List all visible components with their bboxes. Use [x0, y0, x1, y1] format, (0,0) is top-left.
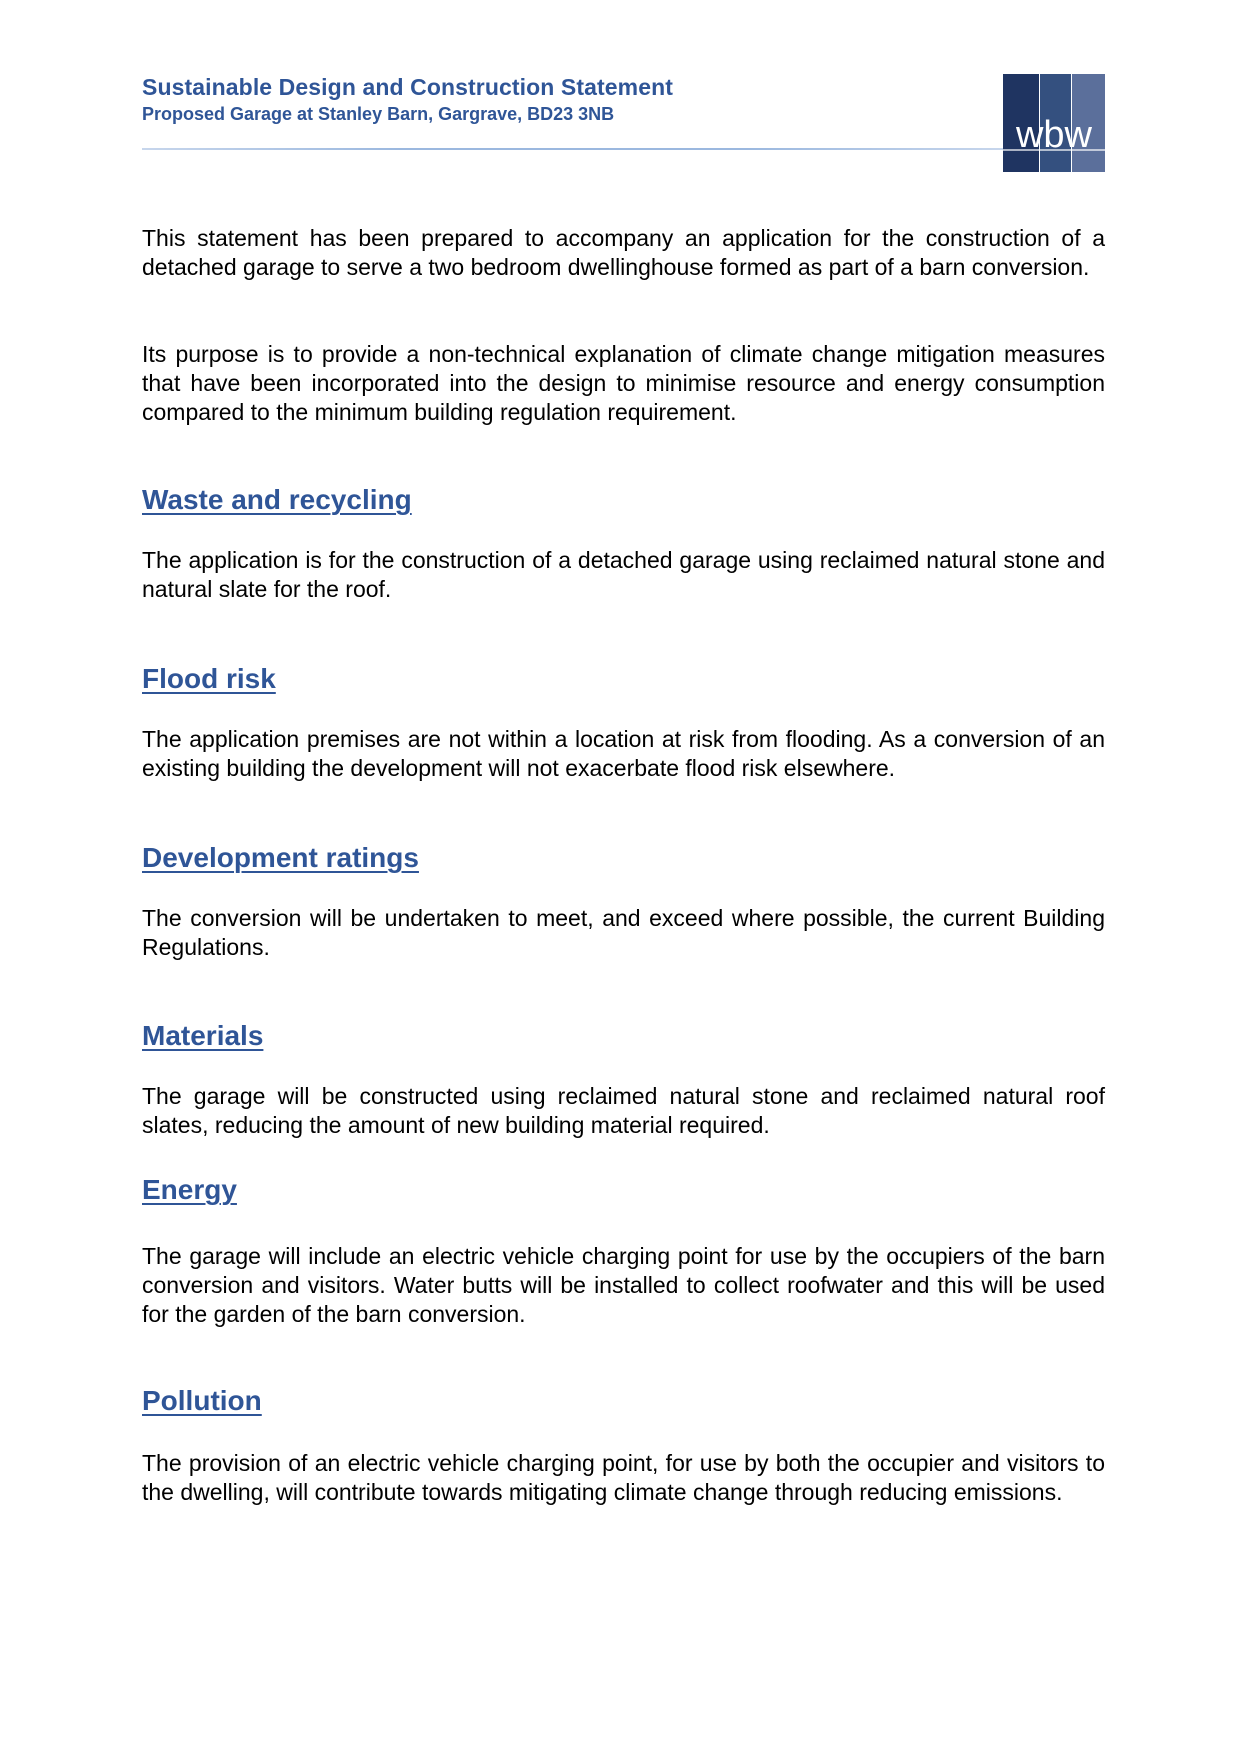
- section-body-development-ratings: The conversion will be undertaken to meet, and exceed where possible, the current Building Regulations.: [142, 905, 1105, 960]
- heading-flood-risk: Flood risk: [142, 663, 276, 694]
- section-body-waste-and-recycling: The application is for the construction of a detached garage using reclaimed natural stone and natural slate for the roof.: [142, 547, 1105, 602]
- section-body-pollution: The provision of an electric vehicle charging point, for use by both the occupier and visitors to the dwelling, will contribute towards mitigating climate change through reducing emissions.: [142, 1450, 1105, 1505]
- logo-text: wbw: [1015, 114, 1093, 156]
- wbw-logo: [1003, 74, 1105, 172]
- heading-pollution: Pollution: [142, 1385, 262, 1416]
- intro-paragraph-1: This statement has been prepared to accompany an application for the construction of a detached garage to serve a two bedroom dwellinghouse formed as part of a barn conversion.: [142, 225, 1105, 280]
- section-body-flood-risk: The application premises are not within a location at risk from flooding. As a conversion of an existing building the development will not exacerbate flood risk elsewhere.: [142, 726, 1105, 781]
- header-divider: [142, 148, 1004, 150]
- heading-energy: Energy: [142, 1174, 237, 1205]
- heading-development-ratings: Development ratings: [142, 842, 419, 873]
- document-title: Sustainable Design and Construction Statement: [142, 74, 674, 100]
- heading-waste-and-recycling: Waste and recycling: [142, 484, 412, 515]
- section-body-materials: The garage will be constructed using reclaimed natural stone and reclaimed natural roof slates, reducing the amount of new building material required.: [142, 1083, 1105, 1138]
- section-body-energy: The garage will include an electric vehicle charging point for use by the occupiers of the barn conversion and visitors. Water butts will be installed to collect roofwater and this will be used for the garden of the barn conversion.: [142, 1243, 1105, 1327]
- heading-materials: Materials: [142, 1020, 264, 1051]
- document-subtitle: Proposed Garage at Stanley Barn, Gargrave, BD23 3NB: [142, 104, 615, 124]
- intro-paragraph-2: Its purpose is to provide a non-technical explanation of climate change mitigation measures that have been incorporated into the design to minimise resource and energy consumption compared to the minimum building regulation requirement.: [142, 341, 1105, 425]
